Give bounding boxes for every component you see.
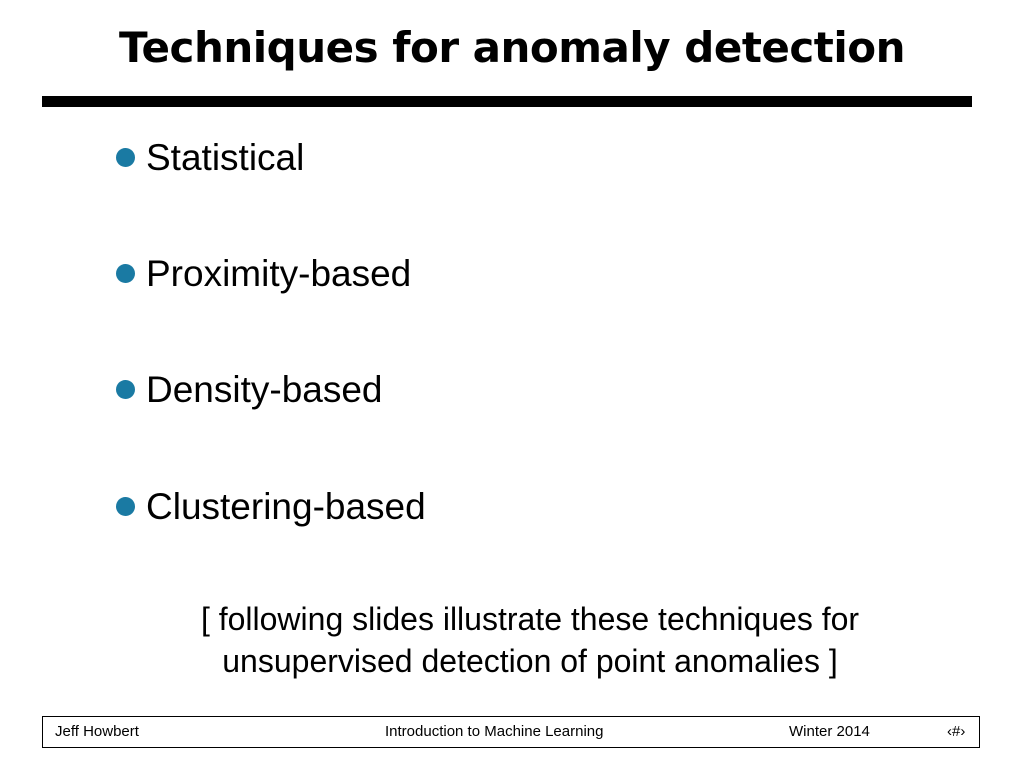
bullet-text: Statistical bbox=[146, 137, 305, 178]
slide-note bbox=[160, 598, 900, 682]
bullet-dot-icon bbox=[116, 497, 135, 516]
footer-author: Jeff Howbert bbox=[55, 723, 139, 740]
bullet-dot-icon bbox=[116, 264, 135, 283]
slide-footer bbox=[42, 716, 980, 748]
footer-term: Winter 2014 bbox=[789, 723, 870, 740]
bullet-dot-icon bbox=[116, 380, 135, 399]
footer-page-number: ‹#› bbox=[947, 723, 966, 740]
bullet-dot-icon bbox=[116, 148, 135, 167]
note-line: unsupervised detection of point anomalies ] bbox=[222, 643, 838, 679]
bullet-text: Clustering-based bbox=[146, 486, 426, 527]
bullet-text: Density-based bbox=[146, 369, 383, 410]
footer-course: Introduction to Machine Learning bbox=[385, 723, 604, 740]
note-line: [ following slides illustrate these techniques for bbox=[200, 601, 860, 637]
bullet-text: Proximity-based bbox=[146, 253, 412, 294]
slide-title: Techniques for anomaly detection bbox=[118, 23, 906, 72]
